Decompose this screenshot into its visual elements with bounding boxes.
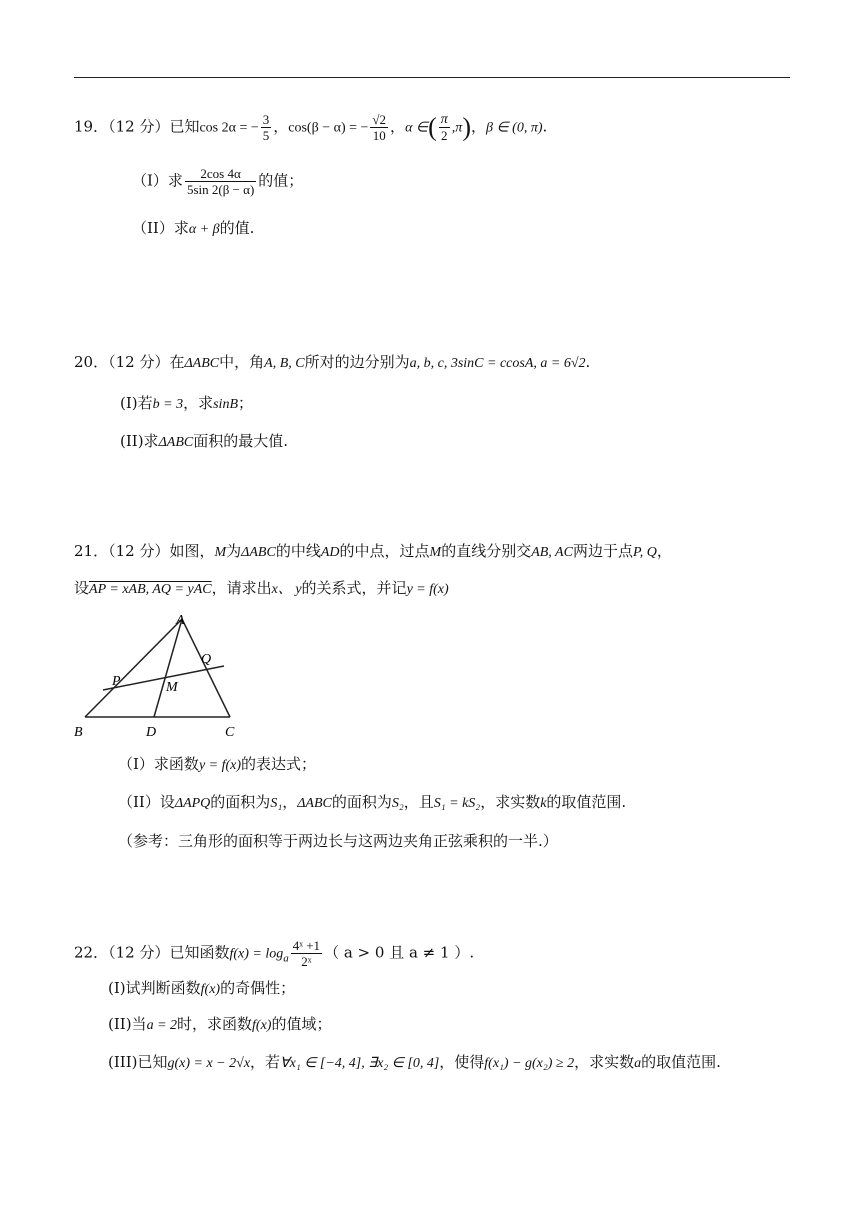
q22-base: a <box>283 952 289 965</box>
q21-t6: ， <box>656 542 672 560</box>
q19-p1-den: 5sin 2(β − α) <box>186 182 255 197</box>
q21-p2-t1: ΔAPQ <box>174 796 211 811</box>
q22-num: 4ˣ +1 <box>292 938 321 953</box>
q19-p1-frac <box>185 166 256 197</box>
side-ac <box>182 619 230 717</box>
q21-p2-e: ，求实数 <box>480 793 541 811</box>
q21-p1-tail: 的表达式； <box>241 755 317 773</box>
q21-p1-label: （I）求函数 <box>118 755 199 773</box>
q21-l2b: ，请求出 <box>211 579 272 597</box>
q19-statement <box>74 112 547 143</box>
q20-mid2: 所对的边分别为 <box>304 353 410 371</box>
q19-frac3-num: π <box>440 112 448 127</box>
q19-head: 19．（12 分）已知 <box>74 117 200 136</box>
q20-p2-label: (II)求 <box>120 432 159 450</box>
q22-p3-tail: 的取值范围. <box>641 1053 721 1071</box>
q22-den: 2ˣ <box>301 954 312 969</box>
q21-fx: y = f(x) <box>406 582 449 597</box>
q22-p3-label: (III)已知 <box>108 1053 168 1071</box>
q19-p2-expr: α + β <box>188 222 220 237</box>
label-q: Q <box>201 652 212 667</box>
q20-part2 <box>120 431 288 453</box>
label-d: D <box>146 725 157 740</box>
q22-p1-f: f(x) <box>200 982 221 997</box>
q22-frac <box>291 938 322 969</box>
q22-p3-q: ∀x₁ ∈ [−4, 4], ∃x₂ ∈ [0, 4] <box>280 1056 440 1071</box>
q19-p1-label: （I）求 <box>132 171 183 190</box>
q19-sep1: ， <box>273 117 289 136</box>
q21-t3: 的中点，过点 <box>339 542 430 560</box>
q22-p1-label: (I)试判断函数 <box>108 979 201 997</box>
q21-p1-expr: y = f(x) <box>198 758 242 773</box>
q19-end: . <box>542 117 548 136</box>
q19-part1 <box>132 166 303 197</box>
q19-part2 <box>132 218 254 240</box>
q19-p1-num: 2cos 4α <box>185 166 256 182</box>
q22-p3-mid2: ，使得 <box>439 1053 485 1071</box>
q21-vec: AP = xAB, AQ = yAC <box>89 582 212 597</box>
q21-t2: 的中线 <box>275 542 321 560</box>
q19-frac1-den: 5 <box>262 128 270 143</box>
q20-cond: a, b, c, 3sinC = ccosA, a = 6√2 <box>409 356 586 371</box>
q21-ad: AD <box>320 545 340 560</box>
q22-part1 <box>108 978 295 1000</box>
q19-cond1: cos 2α = − <box>199 120 259 136</box>
q20-p1-end: ； <box>238 394 254 412</box>
q20-statement <box>74 352 590 374</box>
q21-p2-b: ， <box>282 793 298 811</box>
q20-end: . <box>585 353 591 371</box>
q21-p2-s2: S₂ <box>391 796 404 811</box>
q22-p2-label: (II)当 <box>108 1015 147 1033</box>
q21-p2-t2: ΔABC <box>297 796 332 811</box>
q20-p2-tail: 面积的最大值. <box>193 432 289 450</box>
q21-m1: M <box>214 545 227 560</box>
q20-p1-cond: b = 3 <box>152 397 184 412</box>
q19-frac3-den: 2 <box>441 128 448 143</box>
q20-p1-expr: sinB <box>213 397 238 412</box>
triangle-figure <box>70 610 250 745</box>
q22-p2-mid: 时，求函数 <box>177 1015 253 1033</box>
q21-l2a: 设 <box>74 579 90 597</box>
q19-lparen: ( <box>428 112 437 142</box>
label-c: C <box>225 725 235 740</box>
q20-mid: 中，角 <box>219 353 265 371</box>
q21-p2-eq: S₁ = kS₂ <box>433 796 481 811</box>
q19-p2-label: （II）求 <box>132 219 189 237</box>
q21-statement-line1 <box>74 541 672 563</box>
q21-p2-c: 的面积为 <box>331 793 392 811</box>
label-p: P <box>112 674 121 689</box>
q21-xy: x、 y <box>271 582 302 597</box>
label-m: M <box>166 680 178 695</box>
q22-p2-a: a = 2 <box>146 1018 178 1033</box>
q19-frac1 <box>261 112 272 143</box>
q21-statement-line2 <box>74 578 449 600</box>
q19-cond4: β ∈ (0, π) <box>486 120 543 136</box>
q22-part2 <box>108 1014 331 1036</box>
q22-p3-ineq: f(x₁) − g(x₂) ≥ 2 <box>484 1056 575 1071</box>
q22-p1-tail: 的奇偶性； <box>220 979 296 997</box>
q21-p2-label: （II）设 <box>118 793 175 811</box>
q22-part3 <box>108 1052 721 1074</box>
q22-p2-tail: 的值域； <box>271 1015 332 1033</box>
q19-p2-tail: 的值. <box>219 219 255 237</box>
q19-frac3 <box>439 112 450 143</box>
q21-t1: 为 <box>226 542 242 560</box>
q22-p2-f: f(x) <box>252 1018 272 1033</box>
q20-tri: ΔABC <box>184 356 220 371</box>
q20-p1-mid: ，求 <box>183 394 214 412</box>
q22-f: f(x) = log <box>229 946 284 962</box>
q22-statement <box>74 938 474 969</box>
header-rule <box>74 77 790 78</box>
q20-p2-tri: ΔABC <box>158 435 194 450</box>
q19-sep2: ， <box>390 117 406 136</box>
q22-p3-mid: ，若 <box>250 1053 281 1071</box>
q21-t4: 的直线分别交 <box>441 542 532 560</box>
q22-p3-mid3: ，求实数 <box>574 1053 635 1071</box>
q22-p3-g: g(x) = x − 2√x <box>167 1056 251 1071</box>
q20-part1 <box>120 393 253 415</box>
q21-part2 <box>118 792 626 814</box>
q19-sep3: ， <box>470 117 486 136</box>
q21-p2-a: 的面积为 <box>210 793 271 811</box>
q20-p1-label: (I)若 <box>120 394 153 412</box>
q19-cond3: α ∈ <box>405 120 429 136</box>
q21-tri: ΔABC <box>241 545 276 560</box>
q22-p3-a: a <box>634 1056 642 1071</box>
label-b: B <box>74 725 83 740</box>
q22-head: 22．（12 分）已知函数 <box>74 943 230 962</box>
q19-frac2 <box>370 112 388 143</box>
q19-rparen: ) <box>462 112 471 142</box>
q21-abac: AB, AC <box>531 545 573 560</box>
q19-frac1-num: 3 <box>262 112 270 127</box>
q21-m2: M <box>429 545 442 560</box>
q19-p1-tail: 的值； <box>258 171 304 190</box>
q21-part1 <box>118 754 316 776</box>
q21-pq: P, Q <box>632 545 657 560</box>
q21-p2-d: ，且 <box>403 793 434 811</box>
q21-t5: 两边于点 <box>572 542 633 560</box>
q19-frac2-den: 10 <box>372 128 386 143</box>
q21-l2c: 的关系式，并记 <box>301 579 407 597</box>
q21-note: （参考：三角形的面积等于两边长与这两边夹角正弦乘积的一半.） <box>118 832 558 850</box>
q21-p2-f: 的取值范围. <box>546 793 627 811</box>
q22-cond: （ a > 0 且 a ≠ 1 ）. <box>324 943 475 962</box>
q21-p2-s1: S₁ <box>270 796 283 811</box>
q20-abc: A, B, C <box>264 356 305 371</box>
q19-cond3b: ,π <box>451 120 463 136</box>
q19-frac2-num: √2 <box>372 112 387 127</box>
q19-cond2: cos(β − α) = − <box>288 120 369 136</box>
q21-p2-k: k <box>540 796 547 811</box>
q21-head: 21．（12 分）如图， <box>74 542 215 560</box>
q20-head: 20．（12 分）在 <box>74 353 185 371</box>
label-a: A <box>176 613 185 628</box>
